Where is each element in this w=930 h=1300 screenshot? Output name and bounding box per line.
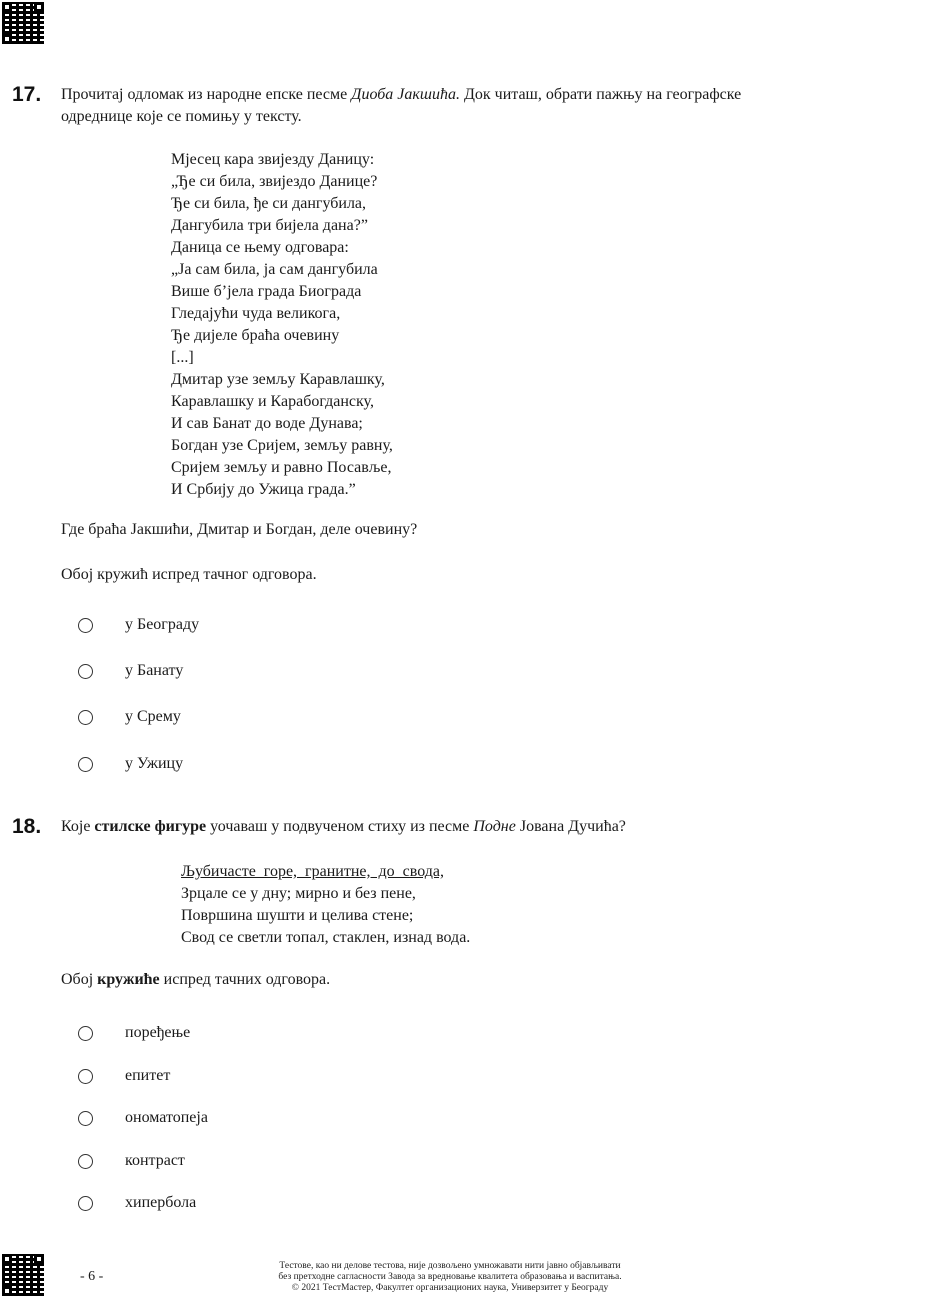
option-label: епитет <box>125 1067 171 1084</box>
poem-line: Свод се светли топал, стаклен, изнад вода. <box>181 929 471 946</box>
question-17-text: Где браћа Јакшићи, Дмитар и Богдан, деле очевину? <box>61 521 418 538</box>
circle-checkbox-icon[interactable] <box>78 1069 93 1084</box>
option-label: у Београду <box>125 616 200 633</box>
poem-line: И Србију до Ужица града.” <box>171 481 356 498</box>
poem-line: Дангубила три бијела дана?” <box>171 217 368 234</box>
question-17-instruction: Обој кружић испред тачног одговора. <box>61 566 317 583</box>
question-18-number: 18. <box>12 815 42 838</box>
answer-option[interactable] <box>78 660 183 682</box>
poem-line: Сријем земљу и равно Посавље, <box>171 459 392 476</box>
page-number: - 6 - <box>80 1269 104 1284</box>
poem-line: Даница се њему одговара: <box>171 239 349 256</box>
poem-line: Богдан узе Сријем, земљу равну, <box>171 437 393 454</box>
footer-line: без претходне сагласности Завода за вредновање квалитета образовања и васпитања. <box>278 1272 622 1282</box>
circle-checkbox-icon[interactable] <box>78 1154 93 1169</box>
poem-line: Површина шушти и целива стене; <box>181 907 414 924</box>
option-label: хипербола <box>125 1194 197 1211</box>
poem-line: Гледајући чуда великога, <box>171 305 341 322</box>
option-label: ономатопеја <box>125 1109 208 1126</box>
radio-circle-icon[interactable] <box>78 757 93 772</box>
answer-option[interactable] <box>78 614 199 636</box>
footer-line: © 2021 ТестМастер, Факултет организационих наука, Универзитет у Београду <box>291 1283 609 1293</box>
circle-checkbox-icon[interactable] <box>78 1026 93 1041</box>
radio-circle-icon[interactable] <box>78 710 93 725</box>
answer-option[interactable] <box>78 753 183 775</box>
circle-checkbox-icon[interactable] <box>78 1196 93 1211</box>
option-label: у Ужицу <box>125 755 184 772</box>
poem-excerpt-17 <box>171 149 393 501</box>
poem-line: [...] <box>171 349 194 366</box>
copyright-footer <box>210 1261 690 1294</box>
poem-line: Мјесец кара звијезду Даницу: <box>171 151 375 168</box>
poem-line: И сав Банат до воде Дунава; <box>171 415 363 432</box>
footer-line: Тестове, као ни делове тестова, није дозвољено умножавати нити јавно објављивати <box>279 1261 621 1271</box>
answer-checkbox-option[interactable] <box>78 1192 196 1214</box>
option-label: поређење <box>125 1024 191 1041</box>
poem-line: Зрцале се у дну; мирно и без пене, <box>181 885 416 902</box>
option-label: у Срему <box>125 708 181 725</box>
question-17-number: 17. <box>12 83 42 106</box>
answer-checkbox-option[interactable] <box>78 1107 208 1129</box>
question-17-intro: Прочитај одломак из народне епске песме Диоба Јакшића. Док читаш, обрати пажњу на географске одреднице које се помињу у тексту. <box>61 86 742 125</box>
question-18-instruction: Обој кружиће испред тачних одговора. <box>61 971 331 988</box>
answer-option[interactable] <box>78 706 181 728</box>
qr-code-top <box>2 2 44 44</box>
radio-circle-icon[interactable] <box>78 618 93 633</box>
qr-code-bottom <box>2 1254 44 1296</box>
poem-line: Ђе дијеле браћа очевину <box>171 327 340 344</box>
poem-line: „Ђе си била, звијездо Данице? <box>171 173 378 190</box>
answer-checkbox-option[interactable] <box>78 1150 185 1172</box>
answer-checkbox-option[interactable] <box>78 1065 170 1087</box>
circle-checkbox-icon[interactable] <box>78 1111 93 1126</box>
poem-line: Каравлашку и Карабогданску, <box>171 393 374 410</box>
option-label: у Банату <box>125 662 184 679</box>
poem-line: Дмитар узе земљу Каравлашку, <box>171 371 385 388</box>
radio-circle-icon[interactable] <box>78 664 93 679</box>
question-18-text: Које стилске фигуре уочаваш у подвученом стиху из песме Подне Јована Дучића? <box>61 818 626 835</box>
poem-line: Више б’јела града Биограда <box>171 283 362 300</box>
option-label: контраст <box>125 1152 185 1169</box>
poem-excerpt-18 <box>181 861 470 949</box>
poem-line: Ђе си била, ђе си дангубила, <box>171 195 367 212</box>
underlined-verse: Љубичасте горе, гранитне, до свода, <box>181 863 444 880</box>
answer-checkbox-option[interactable] <box>78 1022 190 1044</box>
poem-line: „Ја сам била, ја сам дангубила <box>171 261 378 278</box>
